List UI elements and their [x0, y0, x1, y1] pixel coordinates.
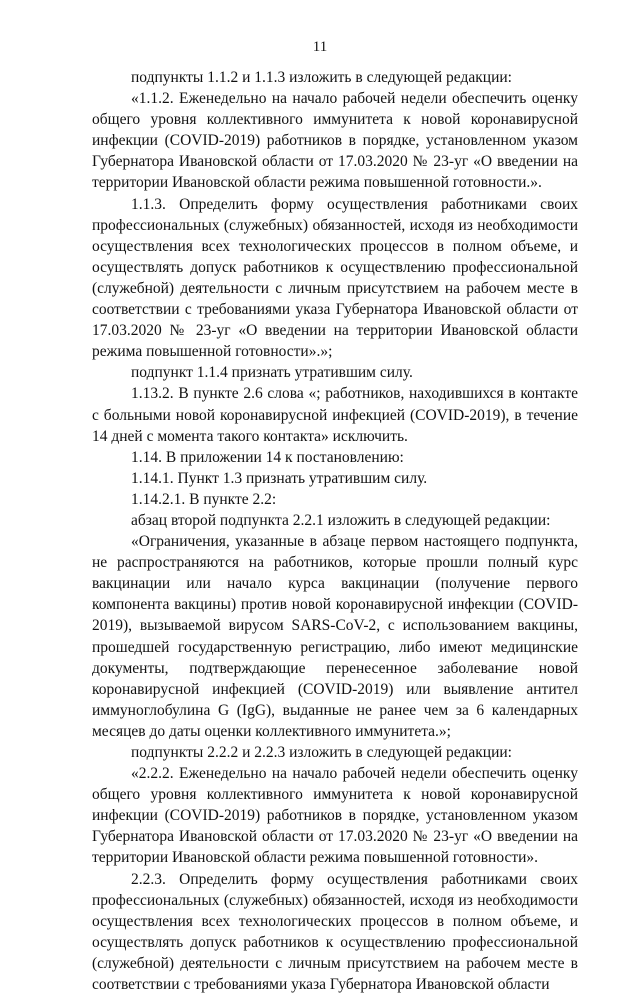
paragraph: абзац второй подпункта 2.2.1 изложить в следующей редакции: — [131, 511, 551, 529]
paragraph: подпункты 1.1.2 и 1.1.3 изложить в следующей редакции: — [131, 69, 512, 86]
paragraph: 1.14.1. Пункт 1.3 признать утратившим силу. — [131, 469, 428, 487]
paragraph: подпункт 1.1.4 признать утратившим силу. — [131, 364, 413, 382]
paragraph: 2.2.3. Определить форму осуществления работниками своих профессиональных (служебных) обязанностей, исходя из необходимости осуществления всех технологических процессов в полном объеме, и осуществлять допуск работников к осуществлению профессиональной (служебной) деятельности с личным присутствием на рабочем месте в соответствии с требованиями указа Губернатора Ивановской области — [92, 870, 578, 994]
paragraph: 1.14. В приложении 14 к постановлению: — [131, 448, 404, 466]
paragraph: «1.1.2. Еженедельно на начало рабочей недели обеспечить оценку общего уровня коллективного иммунитета к новой коронавирусной инфекции (COVID-2019) работников в порядке, установленном указом Губернатора Ивановской области от 17.03.2020 № 23-уг «О введении на территории Ивановской области режима повышенной готовности.». — [92, 90, 578, 192]
document-body — [92, 67, 578, 995]
paragraph: «Ограничения, указанные в абзаце первом настоящего подпункта, не распространяются на работников, которые прошли полный курс вакцинации или начало курса вакцинации (получение первого компонента вакцины) против новой коронавирусной инфекции (COVID-2019), вызываемой вирусом SARS-CoV-2, с использованием вакцины, прошедшей государственную регистрацию, либо имеют медицинские документы, подтверждающие перенесенное заболевание новой коронавирусной инфекцией (COVID-2019) или выявление антител иммуноглобулина G (IgG), выданные не ранее чем за 6 календарных месяцев до даты оценки коллективного иммунитета.»; — [92, 533, 578, 740]
paragraph: подпункты 2.2.2 и 2.2.3 изложить в следующей редакции: — [131, 744, 512, 761]
paragraph: 1.14.2.1. В пункте 2.2: — [131, 490, 277, 508]
paragraph: 1.1.3. Определить форму осуществления работниками своих профессиональных (служебных) обязанностей, исходя из необходимости осуществления всех технологических процессов в полном объеме, и осуществлять допуск работников к осуществлению профессиональной (служебной) деятельности с личным присутствием на рабочем месте в соответствии с требованиями указа Губернатора Ивановской области от 17.03.2020 № 23-уг «О введении на территории Ивановской области режима повышенной готовности».»; — [92, 195, 578, 361]
paragraph: 1.13.2. В пункте 2.6 слова «; работников, находившихся в контакте с больными новой коронавирусной инфекцией (COVID-2019), в течение 14 дней с момента такого контакта» исключить. — [92, 385, 578, 445]
page-number: 11 — [312, 39, 328, 55]
paragraph: «2.2.2. Еженедельно на начало рабочей недели обеспечить оценку общего уровня коллективного иммунитета к новой коронавирусной инфекции (COVID-2019) работников в порядке, установленном указом Губернатора Ивановской области от 17.03.2020 № 23-уг «О введении на территории Ивановской области режима повышенной готовности». — [92, 765, 578, 867]
